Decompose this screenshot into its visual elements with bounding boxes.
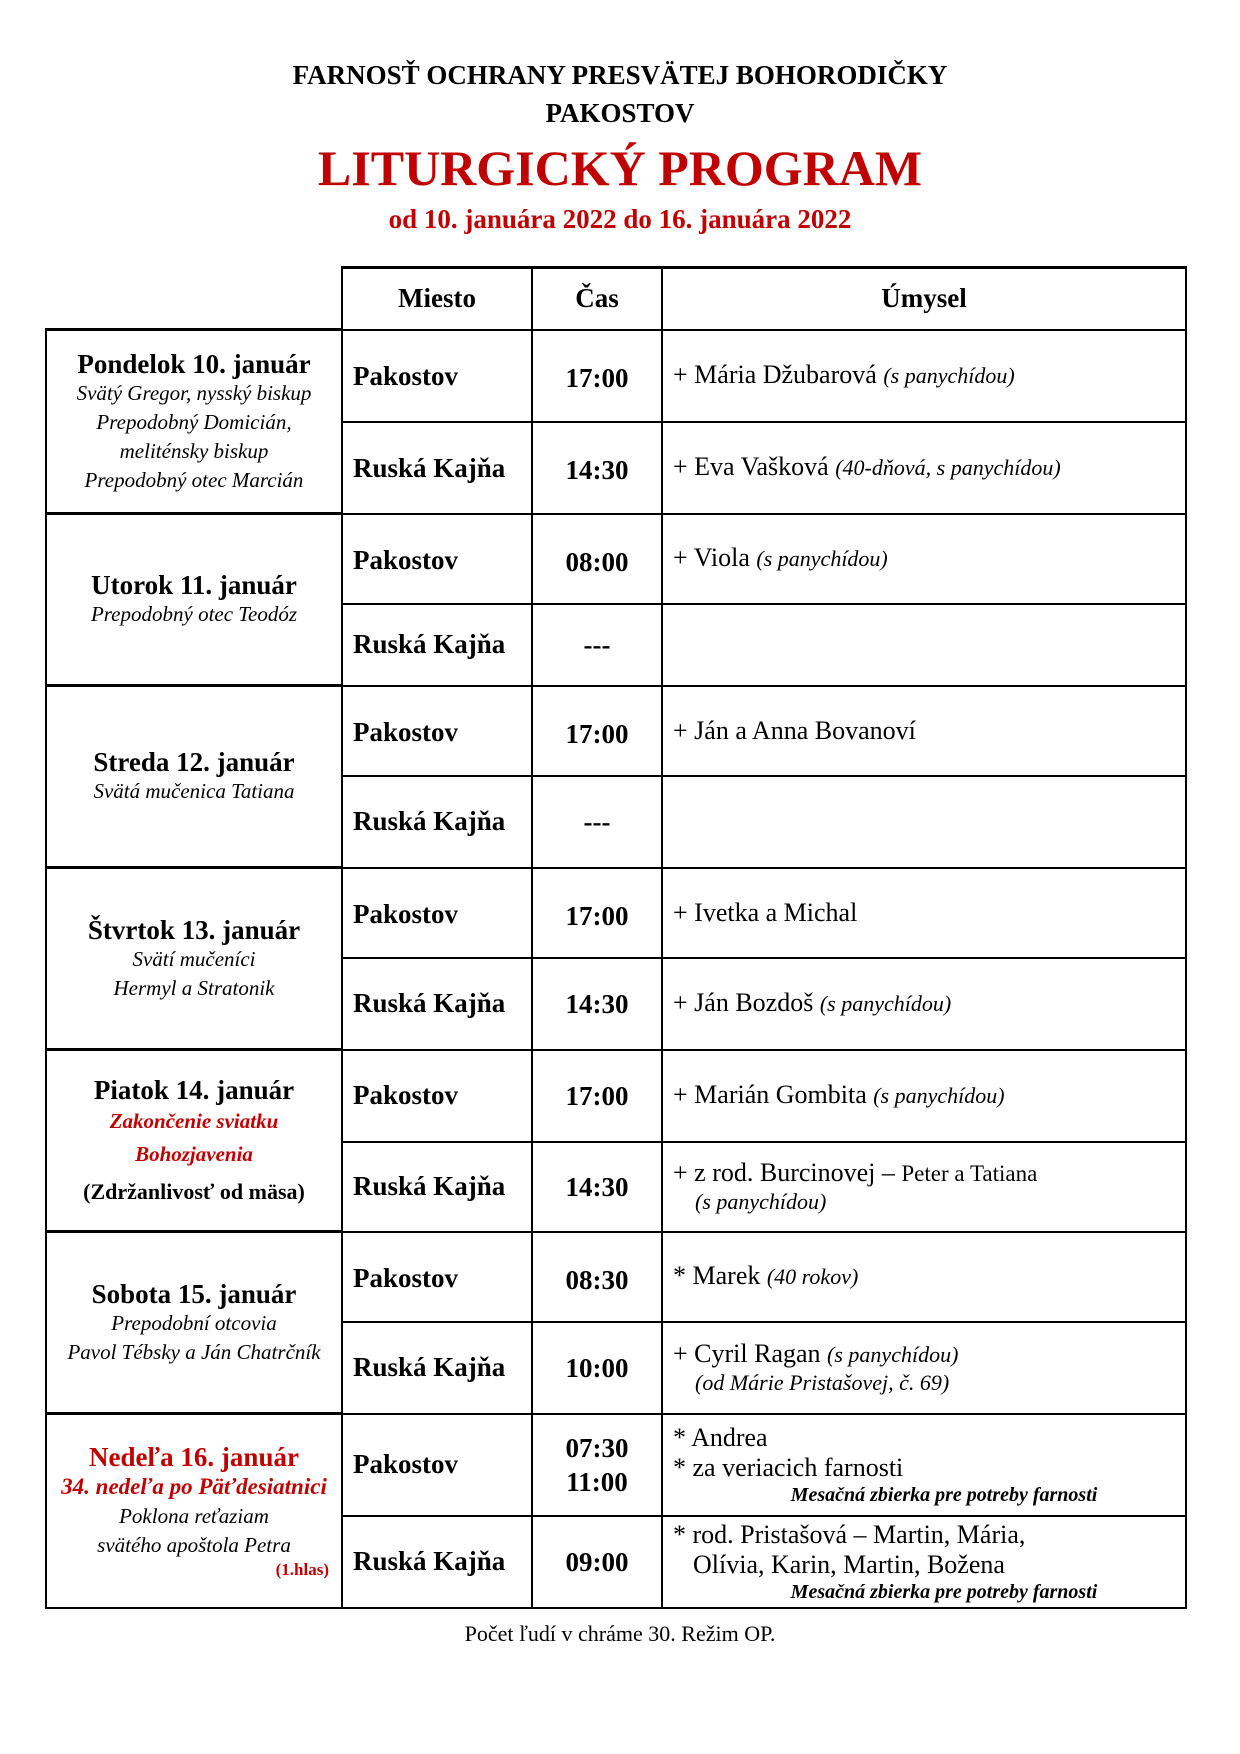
intention-text: + Ján a Anna Bovanoví	[673, 715, 916, 745]
day-cell-wednesday	[46, 686, 342, 868]
service-time: 17:00	[532, 330, 662, 422]
service-place: Ruská Kajňa	[342, 1322, 532, 1414]
day-name: Štvrtok 13. január	[87, 914, 301, 945]
feast: Svätá mučenica Tatiana	[93, 779, 295, 803]
service-intention	[662, 1414, 1186, 1516]
service-intention	[662, 686, 1186, 776]
service-intention	[662, 1142, 1186, 1232]
col-header-intention: Úmysel	[662, 268, 1186, 330]
service-place: Pakostov	[342, 330, 532, 422]
service-time: 14:30	[532, 958, 662, 1050]
day-name: Nedeľa 16. január	[89, 1441, 299, 1472]
day-name: Sobota 15. január	[91, 1278, 297, 1309]
feast: Svätí mučeníci Hermyl a Stratonik	[113, 946, 275, 1000]
intention-text: + Marián Gombita	[673, 1080, 867, 1109]
service-place: Ruská Kajňa	[342, 604, 532, 686]
service-intention	[662, 1516, 1186, 1608]
intention-note: (40-dňová, s panychídou)	[835, 455, 1061, 480]
day-name: Pondelok 10. január	[77, 348, 311, 379]
day-name: Streda 12. január	[93, 747, 295, 777]
service-time	[532, 1414, 662, 1516]
intention-text: + Viola	[673, 543, 750, 572]
intention-text: * Marek	[673, 1261, 761, 1290]
col-header-time: Čas	[532, 268, 662, 330]
day-cell-thursday	[46, 868, 342, 1050]
intention-note: (s panychídou)	[873, 1083, 1005, 1108]
intention-text: + Eva Vašková	[673, 452, 829, 481]
header-blank	[46, 268, 342, 330]
intention-note: (s panychídou)	[827, 1342, 959, 1367]
day-name: Piatok 14. január	[93, 1074, 295, 1105]
service-time: 09:00	[532, 1516, 662, 1608]
intention-text: + Mária Džubarová	[673, 360, 877, 389]
intention-text: + Ivetka a Michal	[673, 897, 858, 927]
day-name: Utorok 11. január	[91, 570, 297, 600]
feast: Poklona reťaziam svätého apoštola Petra	[97, 1503, 291, 1557]
day-cell-tuesday	[46, 514, 342, 686]
service-time: 08:00	[532, 514, 662, 604]
service-place: Ruská Kajňa	[342, 1142, 532, 1232]
service-place: Ruská Kajňa	[342, 1516, 532, 1608]
intention-note-2: (od Márie Pristašovej, č. 69)	[695, 1370, 950, 1395]
service-place: Ruská Kajňa	[342, 958, 532, 1050]
intention-note: (40 rokov)	[766, 1264, 859, 1289]
collection-note: Mesačná zbierka pre potreby farnosti	[790, 1580, 1098, 1603]
service-time: ---	[532, 776, 662, 868]
service-time: 17:00	[532, 868, 662, 958]
intention-line-2: * za veriacich farnosti	[673, 1452, 904, 1482]
service-time: 17:00	[532, 1050, 662, 1142]
day-cell-sunday	[46, 1414, 342, 1608]
service-place: Pakostov	[342, 1232, 532, 1322]
service-time: 14:30	[532, 422, 662, 514]
service-time-2: 11:00	[566, 1466, 628, 1497]
service-place: Pakostov	[342, 1050, 532, 1142]
intention-text: + Cyril Ragan	[673, 1339, 821, 1368]
service-intention	[662, 958, 1186, 1050]
page-title: LITURGICKÝ PROGRAM	[317, 140, 923, 196]
col-header-place: Miesto	[342, 268, 532, 330]
service-intention	[662, 330, 1186, 422]
town-name: PAKOSTOV	[545, 98, 695, 128]
service-intention	[662, 422, 1186, 514]
feast: Svätý Gregor, nysský biskup Prepodobný Domicián, meliténsky biskup Prepodobný otec Marcián	[76, 380, 312, 492]
sunday-feast: 34. nedeľa po Päťdesiatnici	[61, 1473, 327, 1499]
service-place: Ruská Kajňa	[342, 422, 532, 514]
intention-note: (s panychídou)	[695, 1189, 827, 1214]
intention-note: (s panychídou)	[883, 363, 1015, 388]
service-place: Pakostov	[342, 686, 532, 776]
day-cell-friday	[46, 1050, 342, 1232]
service-time: 08:30	[532, 1232, 662, 1322]
service-place: Pakostov	[342, 868, 532, 958]
intention-line-1: * rod. Pristašová – Martin, Mária,	[673, 1519, 1026, 1549]
day-cell-saturday	[46, 1232, 342, 1414]
collection-note: Mesačná zbierka pre potreby farnosti	[790, 1483, 1098, 1506]
tone-note: (1.hlas)	[275, 1559, 329, 1579]
intention-line-1: * Andrea	[673, 1422, 768, 1452]
feast: Prepodobný otec Teodóz	[90, 602, 298, 626]
footer-note: Počet ľudí v chráme 30. Režim OP.	[464, 1621, 776, 1646]
service-time: 10:00	[532, 1322, 662, 1414]
day-cell-monday	[46, 330, 342, 514]
service-intention	[662, 776, 1186, 868]
service-time-1: 07:30	[565, 1432, 629, 1463]
intention-text: + Ján Bozdoš	[673, 988, 814, 1017]
service-place: Pakostov	[342, 1414, 532, 1516]
service-intention	[662, 868, 1186, 958]
parish-name: FARNOSŤ OCHRANY PRESVÄTEJ BOHORODIČKY	[292, 60, 948, 90]
service-intention	[662, 1232, 1186, 1322]
intention-extra: Peter a Tatiana	[901, 1161, 1038, 1186]
date-range: od 10. januára 2022 do 16. januára 2022	[388, 204, 852, 234]
schedule-table	[45, 266, 1187, 1609]
service-time: ---	[532, 604, 662, 686]
intention-text: + z rod. Burcinovej –	[673, 1158, 895, 1187]
service-place: Pakostov	[342, 514, 532, 604]
intention-note: (s panychídou)	[819, 991, 952, 1016]
service-time: 17:00	[532, 686, 662, 776]
feast-red: Zakončenie sviatku Bohozjavenia	[109, 1108, 279, 1166]
intention-note: (s panychídou)	[756, 546, 888, 571]
service-intention	[662, 1322, 1186, 1414]
service-intention	[662, 514, 1186, 604]
service-intention	[662, 1050, 1186, 1142]
fast-note: (Zdržanlivosť od mäsa)	[83, 1178, 305, 1204]
service-place: Ruská Kajňa	[342, 776, 532, 868]
service-intention	[662, 604, 1186, 686]
intention-line-2: Olívia, Karin, Martin, Božena	[693, 1549, 1005, 1579]
service-time: 14:30	[532, 1142, 662, 1232]
feast: Prepodobní otcovia Pavol Tébsky a Ján Chatrčník	[67, 1310, 321, 1364]
